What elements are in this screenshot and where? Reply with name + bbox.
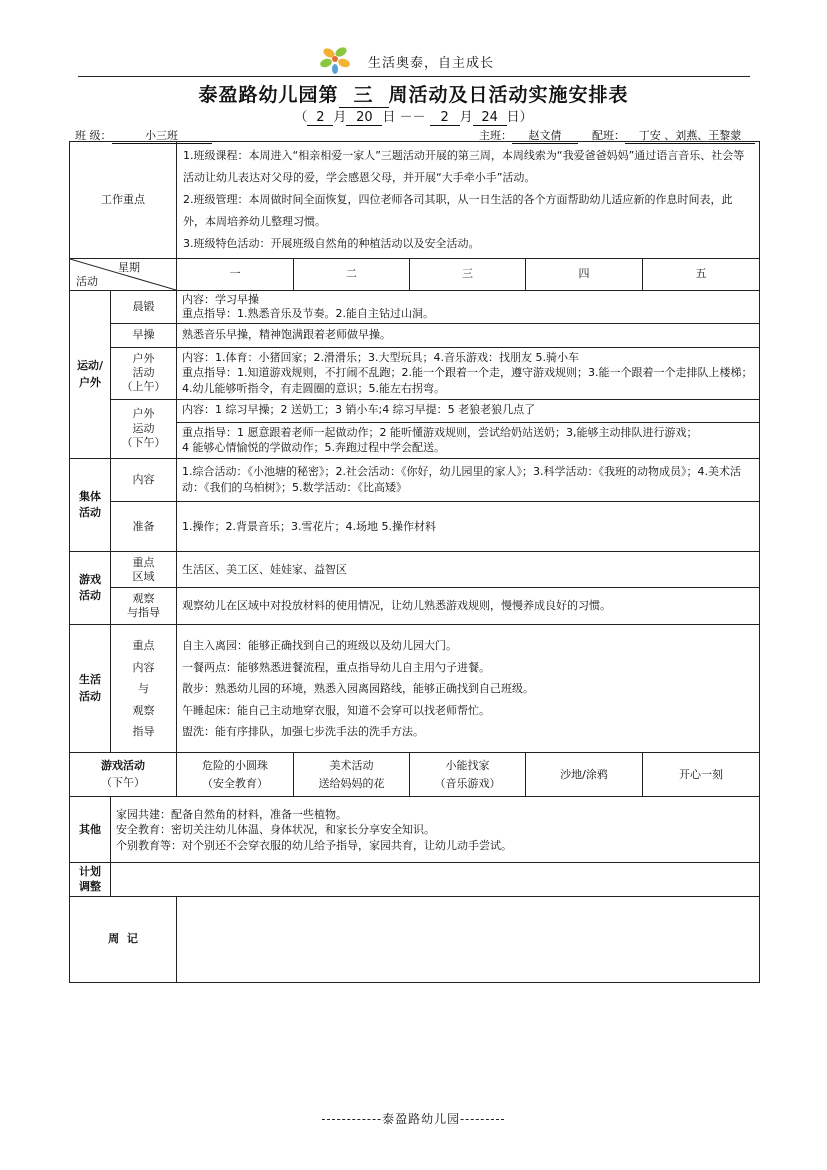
morning-exercise-row xyxy=(70,291,760,324)
game-observe-label: 观察 与指导 xyxy=(111,588,177,625)
group-prep-content: 1.操作；2.背景音乐；3.雪花片；4.场地 5.操作材料 xyxy=(177,502,760,552)
pm-game-label: 游戏活动 （下午） xyxy=(70,753,177,797)
start-day: 20 xyxy=(346,110,382,126)
class-name: 小三班 xyxy=(112,127,212,144)
other-row xyxy=(70,797,760,863)
outdoor-pm-content: 内容：1 综习早操；2 送奶工；3 销小车;4 综习早提：5 老狼老狼几点了 重点指导：1 愿意跟着老师一起做动作；2 能听懂游戏规则，尝试给奶站送奶；3,能够主动排队进行游戏； 4 能够心情愉悦的学做动作；5.奔跑过程中学会配送。 xyxy=(177,399,760,459)
morning-drill-label: 早操 xyxy=(111,323,177,347)
morning-drill-row xyxy=(70,323,760,347)
outdoor-am-content: 内容：1.体育：小猪回家；2.滑滑乐；3.大型玩具；4.音乐游戏：找朋友 5.骑小车 重点指导：1.知道游戏规则，不打闹不乱跑；2.能一个跟着一个走，遵守游戏规则；3.能一个跟着一个走排队上楼梯；4.幼儿能够听指令，有走圆圈的意识；5.能左右拐弯。 xyxy=(177,347,760,399)
morning-drill-content: 熟悉音乐早操，精神饱满跟着老师做早操。 xyxy=(177,323,760,347)
group-content-row xyxy=(70,459,760,502)
plan-adjust-label: 计划 调整 xyxy=(70,863,111,897)
day-tuesday: 二 xyxy=(294,259,410,291)
page-title: 泰盈路幼儿园第 三 周活动及日活动实施安排表 xyxy=(0,80,827,108)
page-footer: ------------泰盈路幼儿园--------- xyxy=(321,1112,506,1126)
weekly-notes-label: 周 记 xyxy=(70,896,177,982)
week-number: 三 xyxy=(339,80,389,108)
game-area-label: 重点 区域 xyxy=(111,552,177,588)
outdoor-am-label: 户外 活动 （上午） xyxy=(111,347,177,399)
life-activity-row xyxy=(70,625,760,753)
page-header xyxy=(78,40,750,77)
header-slogan: 生活奥泰，自主成长 xyxy=(368,56,495,71)
weekday-header-row xyxy=(70,259,760,291)
work-focus-row xyxy=(70,142,760,259)
life-focus-label: 重点 内容 与 观察 指导 xyxy=(111,625,177,753)
game-activity-label: 游戏 活动 xyxy=(70,552,111,625)
game-observe-content: 观察幼儿在区域中对投放材料的使用情况，让幼儿熟悉游戏规则，慢慢养成良好的习惯。 xyxy=(177,588,760,625)
morning-exercise-content: 内容：学习早操 重点指导：1.熟悉音乐及节奏。2.能自主钻过山洞。 xyxy=(177,291,760,324)
morning-exercise-label: 晨锻 xyxy=(111,291,177,324)
group-prep-label: 准备 xyxy=(111,502,177,552)
life-activity-content: 自主入离园：能够正确找到自己的班级以及幼儿园大门。 一餐两点：能够熟悉进餐流程，重点指导幼儿自主用勺子进餐。 散步：熟悉幼儿园的环境，熟悉入园离园路线，能够正确找到自己班级。 午睡起床：能自己主动地穿衣服，知道不会穿可以找老师帮忙。 盥洗：能有序排队，加强七步洗手法的洗手方法。 xyxy=(177,625,760,753)
sport-outdoor-label: 运动/ 户外 xyxy=(70,291,111,459)
outdoor-pm-row xyxy=(70,399,760,459)
pm-game-tuesday: 美术活动 送给妈妈的花 xyxy=(294,753,410,797)
pm-game-monday: 危险的小圆珠 （安全教育） xyxy=(177,753,294,797)
end-month: 2 xyxy=(430,110,460,126)
weekly-notes-row xyxy=(70,896,760,982)
group-prep-row xyxy=(70,502,760,552)
pm-game-thursday: 沙地/涂鸦 xyxy=(526,753,643,797)
life-activity-label: 生活 活动 xyxy=(70,625,111,753)
game-observe-row xyxy=(70,588,760,625)
activity-schedule-table xyxy=(69,141,760,983)
work-focus-label: 工作重点 xyxy=(70,142,177,259)
start-month: 2 xyxy=(307,110,333,126)
pm-game-row xyxy=(70,753,760,797)
weekly-notes-content xyxy=(177,896,760,982)
group-content-label: 内容 xyxy=(111,459,177,502)
pm-game-friday: 开心一刻 xyxy=(643,753,760,797)
group-activity-label: 集体 活动 xyxy=(70,459,111,552)
plan-adjust-row xyxy=(70,863,760,897)
outdoor-pm-label: 户外 运动 （下午） xyxy=(111,399,177,459)
game-area-row xyxy=(70,552,760,588)
assistant-teachers: 丁安 、刘燕、王黎蒙 xyxy=(625,127,755,144)
day-friday: 五 xyxy=(643,259,760,291)
game-area-content: 生活区、美工区、娃娃家、益智区 xyxy=(177,552,760,588)
other-content: 家园共建：配备自然角的材料，准备一些植物。 安全教育：密切关注幼儿体温、身体状况，和家长分享安全知识。 个别教育等：对个别还不会穿衣服的幼儿给予指导，家园共育，让幼儿动手尝试。 xyxy=(111,797,760,863)
date-range: （ 2 月 20 日 －－ 2 月 24 日） xyxy=(294,110,533,125)
kindergarten-logo-icon xyxy=(318,44,352,74)
plan-adjust-content xyxy=(111,863,760,897)
main-teacher: 赵文倩 xyxy=(512,127,578,144)
pm-game-wednesday: 小能找家 （音乐游戏） xyxy=(410,753,526,797)
other-label: 其他 xyxy=(70,797,111,863)
day-wednesday: 三 xyxy=(410,259,526,291)
group-content: 1.综合活动：《小池塘的秘密》；2.社会活动：《你好，幼儿园里的家人》；3.科学活动：《我班的动物成员》；4.美术活动：《我们的乌柏树》；5.数学活动：《比高矮》 xyxy=(177,459,760,502)
day-thursday: 四 xyxy=(526,259,643,291)
outdoor-am-row xyxy=(70,347,760,399)
work-focus-content: 1.班级课程：本周进入“相亲相爱一家人”三题活动开展的第三周，本周线索为“我爱爸爸妈妈”通过语言音乐、社会等活动让幼儿表达对父母的爱，学会感恩父母，并开展“大手牵小手”活动。 2.班级管理：本周做时间全面恢复，四位老师各司其职，从一日生活的各个方面帮助幼儿适应新的作息时间表，此外，本周培养幼儿整理习惯。 3.班级特色活动：开展班级自然角的种植活动以及安全活动。 xyxy=(177,142,760,259)
day-monday: 一 xyxy=(177,259,294,291)
weekday-activity-corner: 星期 活动 xyxy=(70,259,177,291)
end-day: 24 xyxy=(473,110,507,126)
